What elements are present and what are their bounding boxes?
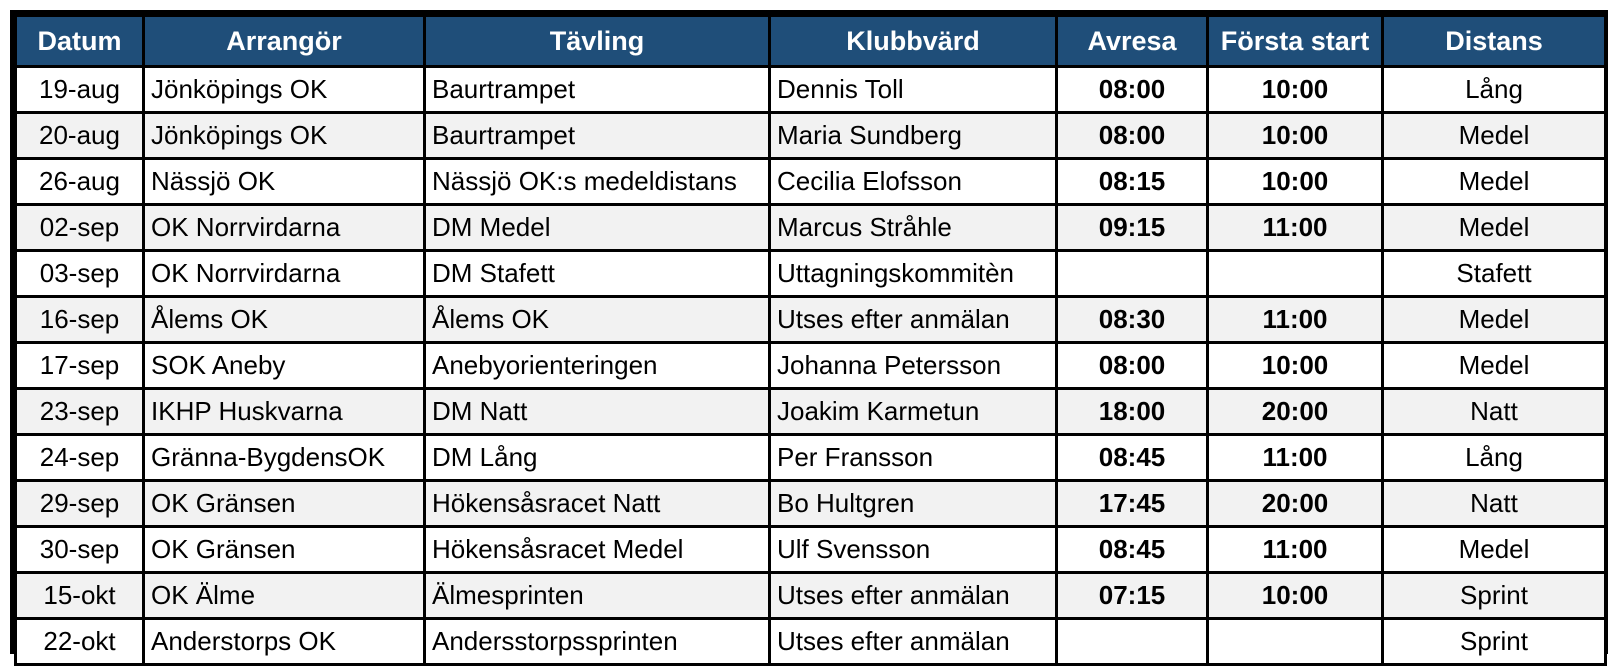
header-datum: Datum: [16, 16, 144, 67]
header-avresa: Avresa: [1057, 16, 1208, 67]
cell-avresa: [1057, 251, 1208, 297]
header-arrangor: Arrangör: [144, 16, 425, 67]
cell-klubbvard: Utses efter anmälan: [770, 619, 1057, 665]
header-tavling: Tävling: [425, 16, 770, 67]
cell-tavling: Baurtrampet: [425, 67, 770, 113]
cell-arrangor: OK Gränsen: [144, 527, 425, 573]
cell-klubbvard: Utses efter anmälan: [770, 573, 1057, 619]
table-row: [16, 297, 1606, 343]
cell-klubbvard: Utses efter anmälan: [770, 297, 1057, 343]
cell-arrangor: OK Norrvirdarna: [144, 205, 425, 251]
cell-forsta-start: 20:00: [1208, 481, 1383, 527]
cell-klubbvard: Cecilia Elofsson: [770, 159, 1057, 205]
cell-arrangor: Anderstorps OK: [144, 619, 425, 665]
table-row: [16, 159, 1606, 205]
cell-forsta-start: [1208, 251, 1383, 297]
cell-datum: 26-aug: [16, 159, 144, 205]
cell-avresa: 08:15: [1057, 159, 1208, 205]
cell-arrangor: Ålems OK: [144, 297, 425, 343]
cell-avresa: 09:15: [1057, 205, 1208, 251]
cell-tavling: DM Stafett: [425, 251, 770, 297]
header-forsta-start: Första start: [1208, 16, 1383, 67]
header-klubbvard: Klubbvärd: [770, 16, 1057, 67]
cell-distans: Medel: [1383, 343, 1606, 389]
cell-arrangor: Jönköpings OK: [144, 67, 425, 113]
cell-arrangor: SOK Aneby: [144, 343, 425, 389]
cell-datum: 02-sep: [16, 205, 144, 251]
cell-forsta-start: 11:00: [1208, 435, 1383, 481]
cell-arrangor: Nässjö OK: [144, 159, 425, 205]
cell-forsta-start: 10:00: [1208, 113, 1383, 159]
table-row: [16, 481, 1606, 527]
cell-tavling: DM Lång: [425, 435, 770, 481]
cell-avresa: 08:30: [1057, 297, 1208, 343]
cell-forsta-start: 20:00: [1208, 389, 1383, 435]
table-row: [16, 113, 1606, 159]
cell-avresa: 07:15: [1057, 573, 1208, 619]
table-row: [16, 389, 1606, 435]
cell-klubbvard: Per Fransson: [770, 435, 1057, 481]
cell-klubbvard: Bo Hultgren: [770, 481, 1057, 527]
cell-arrangor: Gränna-BygdensOK: [144, 435, 425, 481]
cell-tavling: Älmesprinten: [425, 573, 770, 619]
table-row: [16, 619, 1606, 665]
schedule-sheet: [10, 10, 1608, 654]
schedule-table: [14, 14, 1607, 666]
cell-datum: 19-aug: [16, 67, 144, 113]
table-row: [16, 573, 1606, 619]
cell-avresa: 08:00: [1057, 113, 1208, 159]
cell-distans: Sprint: [1383, 619, 1606, 665]
cell-klubbvard: Uttagningskommitèn: [770, 251, 1057, 297]
cell-tavling: Ålems OK: [425, 297, 770, 343]
table-row: [16, 527, 1606, 573]
cell-tavling: Nässjö OK:s medeldistans: [425, 159, 770, 205]
cell-distans: Sprint: [1383, 573, 1606, 619]
cell-arrangor: Jönköpings OK: [144, 113, 425, 159]
cell-avresa: 17:45: [1057, 481, 1208, 527]
header-distans: Distans: [1383, 16, 1606, 67]
header-row: [16, 16, 1606, 67]
cell-datum: 16-sep: [16, 297, 144, 343]
table-row: [16, 435, 1606, 481]
cell-tavling: DM Natt: [425, 389, 770, 435]
cell-klubbvard: Joakim Karmetun: [770, 389, 1057, 435]
cell-distans: Medel: [1383, 205, 1606, 251]
cell-forsta-start: 11:00: [1208, 297, 1383, 343]
cell-arrangor: IKHP Huskvarna: [144, 389, 425, 435]
cell-forsta-start: 10:00: [1208, 573, 1383, 619]
cell-datum: 29-sep: [16, 481, 144, 527]
cell-forsta-start: [1208, 619, 1383, 665]
cell-arrangor: OK Älme: [144, 573, 425, 619]
cell-avresa: 08:45: [1057, 435, 1208, 481]
table-row: [16, 251, 1606, 297]
cell-distans: Medel: [1383, 527, 1606, 573]
cell-tavling: Anebyorienteringen: [425, 343, 770, 389]
cell-distans: Medel: [1383, 297, 1606, 343]
cell-forsta-start: 10:00: [1208, 159, 1383, 205]
cell-tavling: Baurtrampet: [425, 113, 770, 159]
table-row: [16, 67, 1606, 113]
cell-tavling: Hökensåsracet Natt: [425, 481, 770, 527]
cell-avresa: 08:00: [1057, 343, 1208, 389]
table-header: [16, 16, 1606, 67]
cell-datum: 20-aug: [16, 113, 144, 159]
cell-forsta-start: 10:00: [1208, 343, 1383, 389]
table-body: [16, 67, 1606, 665]
cell-distans: Natt: [1383, 389, 1606, 435]
cell-avresa: 08:00: [1057, 67, 1208, 113]
cell-datum: 17-sep: [16, 343, 144, 389]
cell-avresa: 08:45: [1057, 527, 1208, 573]
cell-distans: Lång: [1383, 67, 1606, 113]
cell-distans: Stafett: [1383, 251, 1606, 297]
cell-datum: 22-okt: [16, 619, 144, 665]
cell-distans: Medel: [1383, 159, 1606, 205]
cell-forsta-start: 10:00: [1208, 67, 1383, 113]
table-row: [16, 343, 1606, 389]
cell-datum: 03-sep: [16, 251, 144, 297]
cell-klubbvard: Marcus Stråhle: [770, 205, 1057, 251]
cell-tavling: Hökensåsracet Medel: [425, 527, 770, 573]
cell-distans: Natt: [1383, 481, 1606, 527]
cell-tavling: DM Medel: [425, 205, 770, 251]
cell-klubbvard: Ulf Svensson: [770, 527, 1057, 573]
cell-datum: 24-sep: [16, 435, 144, 481]
cell-avresa: 18:00: [1057, 389, 1208, 435]
cell-klubbvard: Maria Sundberg: [770, 113, 1057, 159]
table-row: [16, 205, 1606, 251]
cell-arrangor: OK Norrvirdarna: [144, 251, 425, 297]
cell-distans: Lång: [1383, 435, 1606, 481]
cell-forsta-start: 11:00: [1208, 205, 1383, 251]
cell-klubbvard: Dennis Toll: [770, 67, 1057, 113]
cell-forsta-start: 11:00: [1208, 527, 1383, 573]
cell-klubbvard: Johanna Petersson: [770, 343, 1057, 389]
cell-datum: 15-okt: [16, 573, 144, 619]
cell-datum: 30-sep: [16, 527, 144, 573]
cell-datum: 23-sep: [16, 389, 144, 435]
cell-arrangor: OK Gränsen: [144, 481, 425, 527]
cell-tavling: Andersstorpssprinten: [425, 619, 770, 665]
cell-avresa: [1057, 619, 1208, 665]
cell-distans: Medel: [1383, 113, 1606, 159]
